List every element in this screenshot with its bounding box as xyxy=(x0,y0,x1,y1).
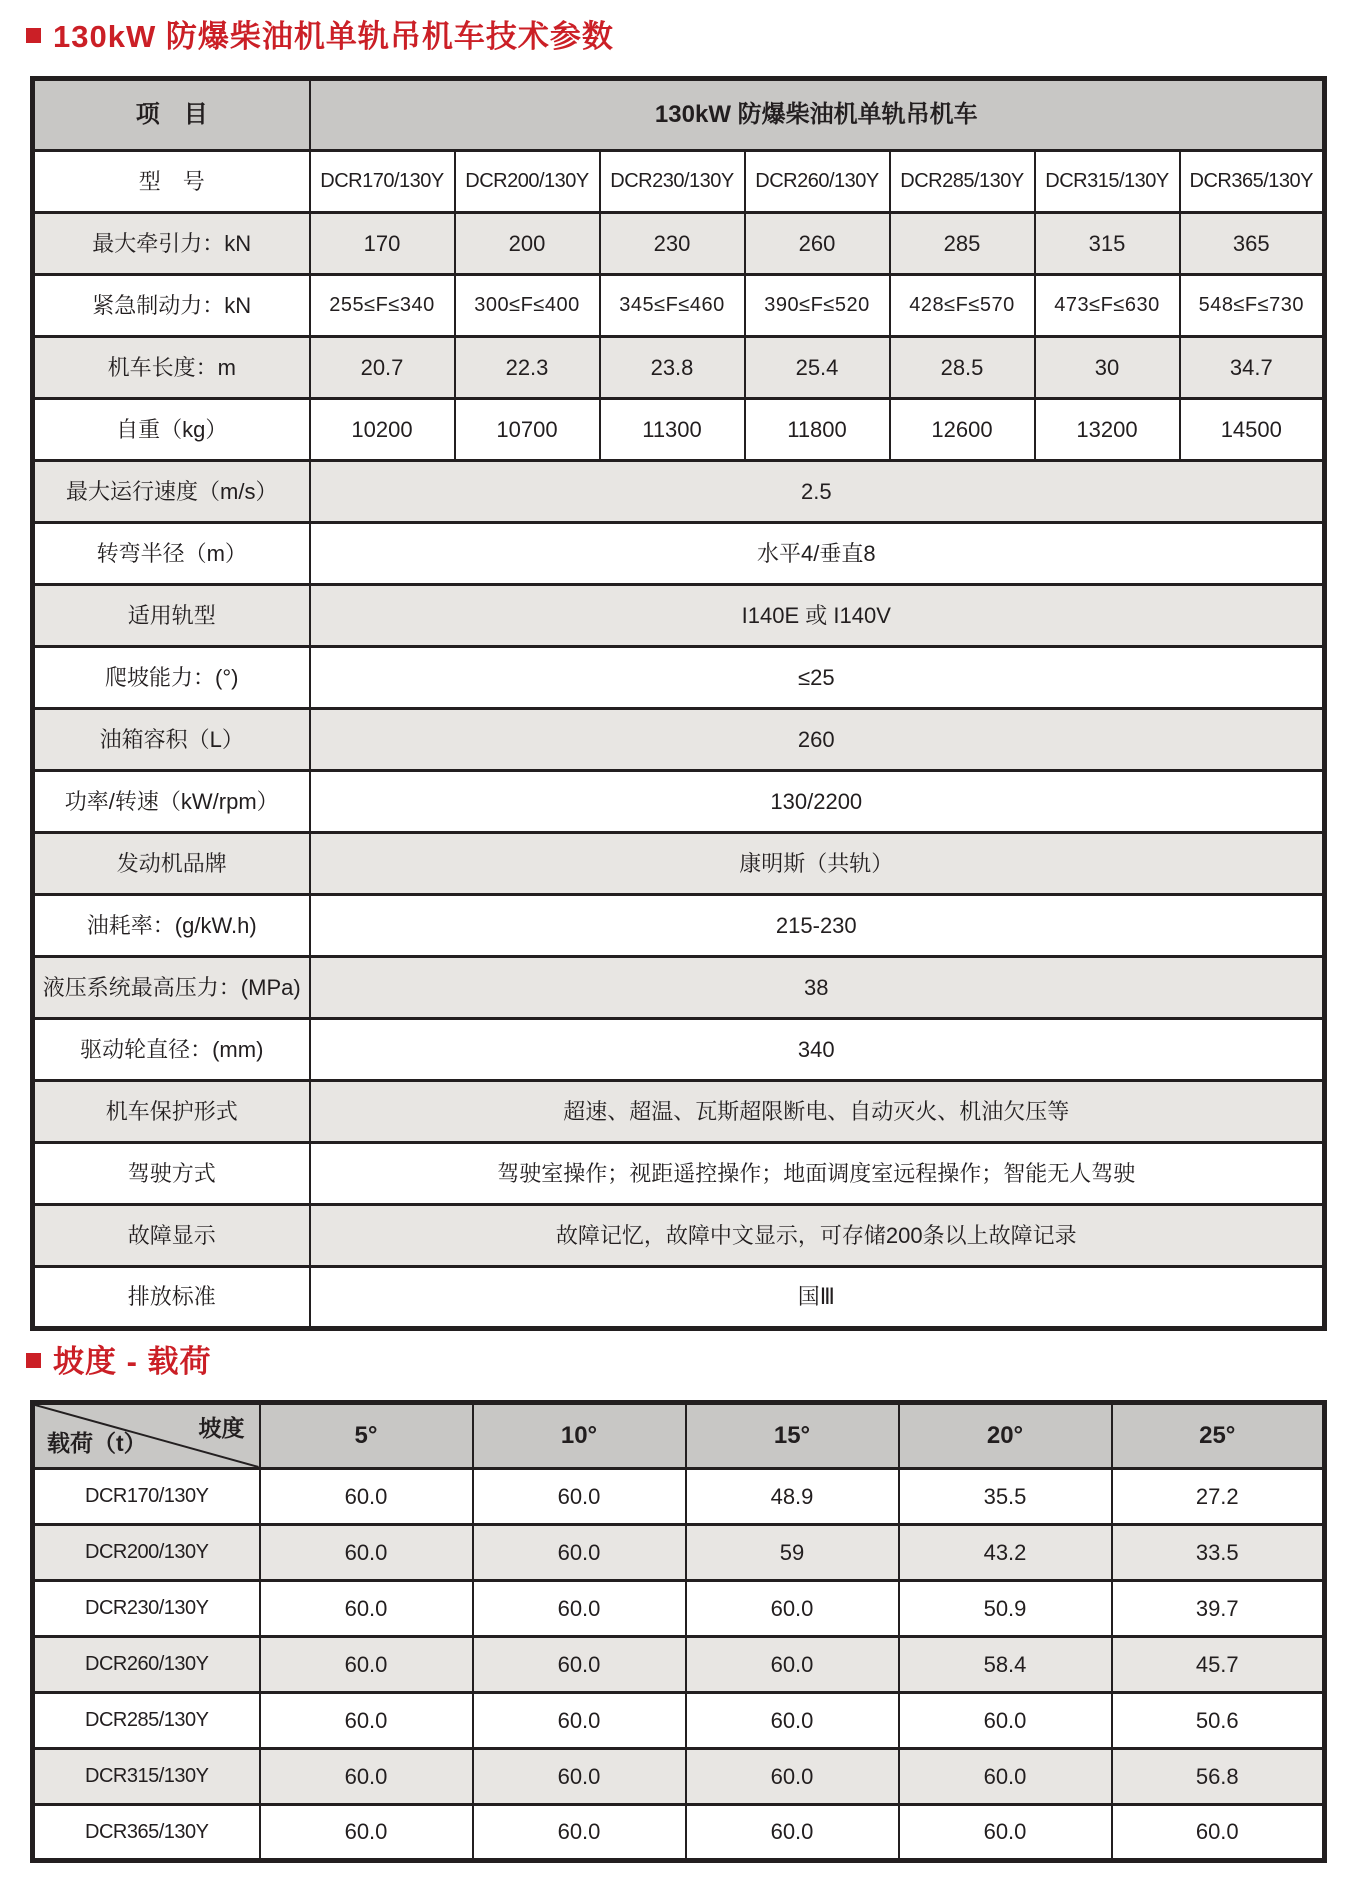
row-label: 爬坡能力：(°) xyxy=(33,647,310,709)
load-value-cell: 60.0 xyxy=(473,1693,686,1749)
model-cell: DCR365/130Y xyxy=(33,1805,260,1861)
load-value-cell: 59 xyxy=(686,1525,899,1581)
slope-header-cell: 15° xyxy=(686,1403,899,1469)
load-header-row xyxy=(33,1403,1325,1469)
slope-header-cell: 10° xyxy=(473,1403,686,1469)
value-cell: 23.8 xyxy=(600,337,745,399)
merged-value-cell: ≤25 xyxy=(310,647,1325,709)
load-value-cell: 60.0 xyxy=(686,1749,899,1805)
spec-row-braking xyxy=(33,275,1325,337)
load-row xyxy=(33,1805,1325,1861)
row-label: 液压系统最高压力：(MPa) xyxy=(33,957,310,1019)
value-cell: 345≤F≤460 xyxy=(600,275,745,337)
spec-header-row xyxy=(33,79,1325,151)
model-cell: DCR260/130Y xyxy=(745,151,890,213)
spec-row-merged xyxy=(33,523,1325,585)
load-value-cell: 60.0 xyxy=(473,1749,686,1805)
section1-title-text: 130kW 防爆柴油机单轨吊机车技术参数 xyxy=(53,19,614,54)
load-row xyxy=(33,1749,1325,1805)
spec-row-merged xyxy=(33,1205,1325,1267)
item-header-cell: 项 目 xyxy=(33,79,310,151)
merged-value-cell: 超速、超温、瓦斯超限断电、自动灭火、机油欠压等 xyxy=(310,1081,1325,1143)
load-row xyxy=(33,1469,1325,1525)
merged-value-cell: I140E 或 I140V xyxy=(310,585,1325,647)
group-header-cell: 130kW 防爆柴油机单轨吊机车 xyxy=(310,79,1325,151)
model-cell: DCR170/130Y xyxy=(310,151,455,213)
spec-row-merged xyxy=(33,585,1325,647)
spec-row-merged xyxy=(33,461,1325,523)
value-cell: 12600 xyxy=(890,399,1035,461)
value-cell: 34.7 xyxy=(1180,337,1325,399)
value-cell: 11800 xyxy=(745,399,890,461)
load-value-cell: 27.2 xyxy=(1112,1469,1325,1525)
load-row xyxy=(33,1637,1325,1693)
corner-label-slope: 坡度 xyxy=(198,1415,245,1441)
row-label: 机车长度：m xyxy=(33,337,310,399)
load-value-cell: 60.0 xyxy=(686,1581,899,1637)
value-cell: 11300 xyxy=(600,399,745,461)
row-label: 油箱容积（L） xyxy=(33,709,310,771)
value-cell: 300≤F≤400 xyxy=(455,275,600,337)
value-cell: 13200 xyxy=(1035,399,1180,461)
row-label: 驱动轮直径：(mm) xyxy=(33,1019,310,1081)
load-value-cell: 58.4 xyxy=(899,1637,1112,1693)
spec-row-weight xyxy=(33,399,1325,461)
row-label: 驾驶方式 xyxy=(33,1143,310,1205)
row-label: 最大牵引力：kN xyxy=(33,213,310,275)
spec-row-merged xyxy=(33,771,1325,833)
load-value-cell: 60.0 xyxy=(1112,1805,1325,1861)
load-value-cell: 48.9 xyxy=(686,1469,899,1525)
row-label: 发动机品牌 xyxy=(33,833,310,895)
spec-row-merged xyxy=(33,1019,1325,1081)
merged-value-cell: 38 xyxy=(310,957,1325,1019)
merged-value-cell: 2.5 xyxy=(310,461,1325,523)
load-value-cell: 39.7 xyxy=(1112,1581,1325,1637)
merged-value-cell: 驾驶室操作；视距遥控操作；地面调度室远程操作；智能无人驾驶 xyxy=(310,1143,1325,1205)
load-value-cell: 60.0 xyxy=(260,1469,473,1525)
load-value-cell: 43.2 xyxy=(899,1525,1112,1581)
value-cell: 230 xyxy=(600,213,745,275)
spec-row-merged xyxy=(33,1081,1325,1143)
value-cell: 22.3 xyxy=(455,337,600,399)
red-square-bullet-icon xyxy=(26,1353,41,1368)
value-cell: 28.5 xyxy=(890,337,1035,399)
value-cell: 20.7 xyxy=(310,337,455,399)
model-cell: DCR285/130Y xyxy=(33,1693,260,1749)
load-row xyxy=(33,1693,1325,1749)
load-value-cell: 60.0 xyxy=(899,1805,1112,1861)
spec-row-merged xyxy=(33,895,1325,957)
row-label: 自重（kg） xyxy=(33,399,310,461)
merged-value-cell: 215-230 xyxy=(310,895,1325,957)
spec-row-merged xyxy=(33,647,1325,709)
load-table xyxy=(30,1400,1327,1863)
row-label: 转弯半径（m） xyxy=(33,523,310,585)
load-value-cell: 60.0 xyxy=(260,1581,473,1637)
merged-value-cell: 260 xyxy=(310,709,1325,771)
model-row xyxy=(33,151,1325,213)
model-cell: DCR200/130Y xyxy=(455,151,600,213)
row-label: 最大运行速度（m/s） xyxy=(33,461,310,523)
corner-cell xyxy=(33,1403,260,1469)
load-value-cell: 60.0 xyxy=(473,1525,686,1581)
load-value-cell: 60.0 xyxy=(899,1749,1112,1805)
merged-value-cell: 国Ⅲ xyxy=(310,1267,1325,1329)
row-label: 紧急制动力：kN xyxy=(33,275,310,337)
load-value-cell: 60.0 xyxy=(473,1637,686,1693)
model-cell: DCR230/130Y xyxy=(33,1581,260,1637)
load-row xyxy=(33,1581,1325,1637)
value-cell: 285 xyxy=(890,213,1035,275)
load-value-cell: 50.6 xyxy=(1112,1693,1325,1749)
value-cell: 473≤F≤630 xyxy=(1035,275,1180,337)
load-value-cell: 60.0 xyxy=(473,1469,686,1525)
value-cell: 260 xyxy=(745,213,890,275)
merged-value-cell: 故障记忆，故障中文显示，可存储200条以上故障记录 xyxy=(310,1205,1325,1267)
spec-row-merged xyxy=(33,833,1325,895)
model-cell: DCR230/130Y xyxy=(600,151,745,213)
red-square-bullet-icon xyxy=(26,28,41,43)
load-value-cell: 60.0 xyxy=(260,1637,473,1693)
row-label: 排放标准 xyxy=(33,1267,310,1329)
value-cell: 255≤F≤340 xyxy=(310,275,455,337)
load-value-cell: 60.0 xyxy=(260,1693,473,1749)
value-cell: 200 xyxy=(455,213,600,275)
load-value-cell: 60.0 xyxy=(473,1805,686,1861)
spec-row-merged xyxy=(33,957,1325,1019)
model-cell: DCR170/130Y xyxy=(33,1469,260,1525)
model-cell: DCR315/130Y xyxy=(1035,151,1180,213)
load-value-cell: 60.0 xyxy=(260,1525,473,1581)
value-cell: 10200 xyxy=(310,399,455,461)
load-row xyxy=(33,1525,1325,1581)
row-label: 适用轨型 xyxy=(33,585,310,647)
spec-row-merged xyxy=(33,1143,1325,1205)
merged-value-cell: 340 xyxy=(310,1019,1325,1081)
section2-title-text: 坡度 - 载荷 xyxy=(53,1344,212,1379)
load-value-cell: 60.0 xyxy=(473,1581,686,1637)
load-value-cell: 60.0 xyxy=(686,1637,899,1693)
merged-value-cell: 130/2200 xyxy=(310,771,1325,833)
value-cell: 10700 xyxy=(455,399,600,461)
load-value-cell: 60.0 xyxy=(260,1805,473,1861)
value-cell: 170 xyxy=(310,213,455,275)
slope-header-cell: 5° xyxy=(260,1403,473,1469)
load-value-cell: 56.8 xyxy=(1112,1749,1325,1805)
model-cell: DCR260/130Y xyxy=(33,1637,260,1693)
merged-value-cell: 康明斯（共轨） xyxy=(310,833,1325,895)
slope-header-cell: 20° xyxy=(899,1403,1112,1469)
model-cell: DCR285/130Y xyxy=(890,151,1035,213)
load-value-cell: 60.0 xyxy=(899,1693,1112,1749)
spec-row-length xyxy=(33,337,1325,399)
row-label: 功率/转速（kW/rpm） xyxy=(33,771,310,833)
value-cell: 14500 xyxy=(1180,399,1325,461)
load-value-cell: 35.5 xyxy=(899,1469,1112,1525)
value-cell: 428≤F≤570 xyxy=(890,275,1035,337)
model-cell: DCR315/130Y xyxy=(33,1749,260,1805)
spec-table xyxy=(30,76,1327,1331)
row-label-model: 型 号 xyxy=(33,151,310,213)
value-cell: 25.4 xyxy=(745,337,890,399)
slope-header-cell: 25° xyxy=(1112,1403,1325,1469)
value-cell: 390≤F≤520 xyxy=(745,275,890,337)
model-cell: DCR365/130Y xyxy=(1180,151,1325,213)
value-cell: 315 xyxy=(1035,213,1180,275)
row-label: 机车保护形式 xyxy=(33,1081,310,1143)
load-value-cell: 60.0 xyxy=(260,1749,473,1805)
corner-label-load: 载荷（t） xyxy=(47,1430,147,1457)
load-value-cell: 60.0 xyxy=(686,1693,899,1749)
spec-row-traction xyxy=(33,213,1325,275)
value-cell: 365 xyxy=(1180,213,1325,275)
row-label: 油耗率：(g/kW.h) xyxy=(33,895,310,957)
spec-row-merged xyxy=(33,709,1325,771)
section2-title xyxy=(26,1336,212,1381)
load-value-cell: 45.7 xyxy=(1112,1637,1325,1693)
section1-title xyxy=(26,11,614,56)
value-cell: 548≤F≤730 xyxy=(1180,275,1325,337)
value-cell: 30 xyxy=(1035,337,1180,399)
spec-row-merged xyxy=(33,1267,1325,1329)
load-value-cell: 60.0 xyxy=(686,1805,899,1861)
model-cell: DCR200/130Y xyxy=(33,1525,260,1581)
merged-value-cell: 水平4/垂直8 xyxy=(310,523,1325,585)
load-value-cell: 33.5 xyxy=(1112,1525,1325,1581)
load-value-cell: 50.9 xyxy=(899,1581,1112,1637)
row-label: 故障显示 xyxy=(33,1205,310,1267)
